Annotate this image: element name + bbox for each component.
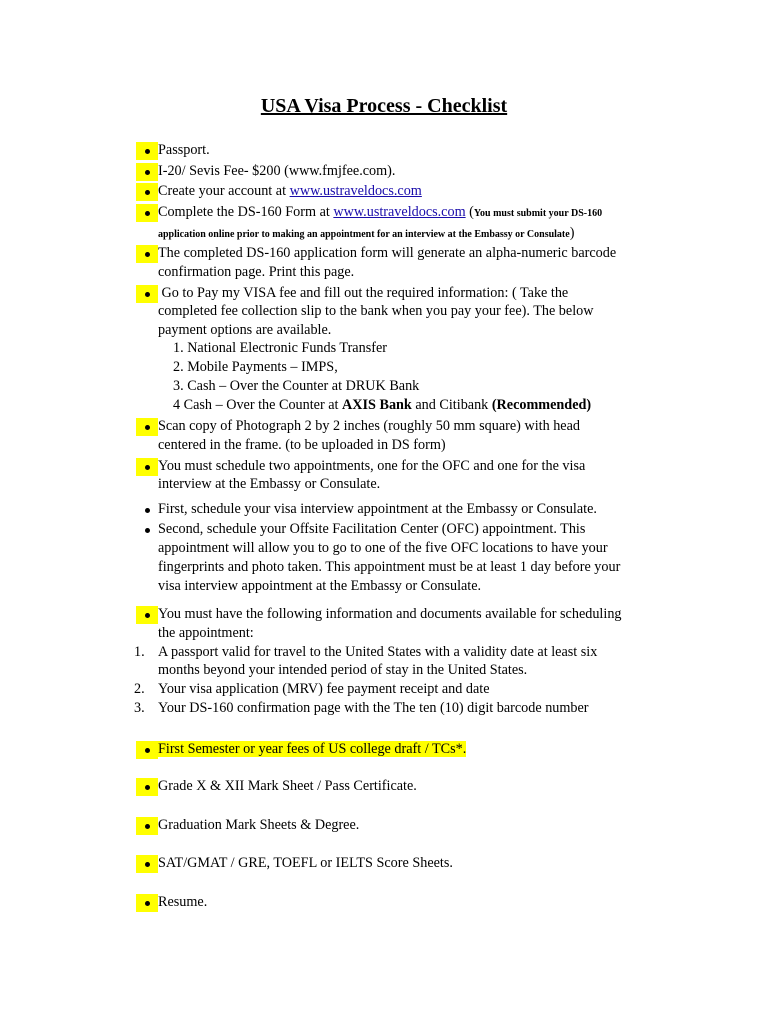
doc-mrv-receipt: Your visa application (MRV) fee payment receipt and date	[158, 681, 490, 697]
ustraveldocs-link[interactable]: www.ustraveldocs.com	[289, 183, 422, 199]
doc-number-1: 1.	[134, 644, 145, 660]
bullet-highlighted	[136, 855, 158, 873]
bullet-highlighted	[136, 606, 158, 624]
item-barcode-line1: The completed DS-160 application form will generate an alpha-numeric barcode	[158, 245, 617, 261]
item-second-line3: fingerprints and photo taken. This appointment must be at least 1 day before your	[158, 559, 621, 575]
item-schedule-line2: interview at the Embassy or Consulate.	[158, 476, 381, 492]
item-photo-line2: centered in the frame. (to be uploaded in DS form)	[158, 437, 446, 453]
ustraveldocs-link-2[interactable]: www.ustraveldocs.com	[333, 204, 466, 220]
bullet-highlighted	[136, 817, 158, 835]
item-info-line2: the appointment:	[158, 625, 254, 641]
doc-passport-line2: months beyond your intended period of stay in the United States.	[158, 662, 528, 678]
bullet-highlighted	[136, 741, 158, 759]
item-passport: Passport.	[158, 142, 210, 158]
item-pay-line1: Go to Pay my VISA fee and fill out the required information: ( Take the	[158, 285, 569, 301]
bullet-highlighted	[136, 245, 158, 263]
pay-option-3: 3. Cash – Over the Counter at DRUK Bank	[173, 378, 420, 394]
create-account-text: Create your account at	[158, 183, 290, 199]
pay-option-1: 1. National Electronic Funds Transfer	[173, 340, 387, 356]
bullet-highlighted	[136, 418, 158, 436]
semester-fees-text: First Semester or year fees of US college draft / TCs*.	[158, 741, 467, 757]
item-pay-line3: payment options are available.	[158, 322, 332, 338]
item-graduation: Graduation Mark Sheets & Degree.	[158, 817, 360, 833]
bullet-highlighted	[136, 894, 158, 912]
item-create-account	[158, 182, 658, 201]
item-info-line1: You must have the following information and documents available for scheduling	[158, 606, 622, 622]
doc-number-3: 3.	[134, 700, 145, 716]
doc-ds160-confirmation: Your DS-160 confirmation page with the The ten (10) digit barcode number	[158, 700, 589, 716]
bullet-highlighted	[136, 163, 158, 181]
item-second-line2: appointment will allow you to go to one of the five OFC locations to have your	[158, 540, 608, 556]
item-second-line4: visa interview appointment at the Embassy or Consulate.	[158, 578, 482, 594]
ds160-note-2: application online prior to making an appointment for an interview at the Embassy or Consulate	[158, 229, 570, 240]
bullet-highlighted	[136, 142, 158, 160]
item-barcode-line2: confirmation page. Print this page.	[158, 264, 355, 280]
pay-option-2: 2. Mobile Payments – IMPS,	[173, 359, 338, 375]
item-semester-fees	[158, 740, 658, 759]
bullet-highlighted	[136, 778, 158, 796]
ds160-text: Complete the DS-160 Form at	[158, 204, 334, 220]
paren-close: )	[569, 225, 575, 241]
item-resume: Resume.	[158, 894, 208, 910]
bullet-highlighted	[136, 285, 158, 303]
ds160-note: You must submit your DS-160	[473, 208, 603, 219]
doc-number-2: 2.	[134, 681, 145, 697]
item-first-schedule: First, schedule your visa interview appointment at the Embassy or Consulate.	[158, 501, 597, 517]
pay-option-4-mid: and Citibank	[411, 397, 492, 413]
item-ds160-note-line2	[158, 224, 708, 245]
bullet-highlighted	[136, 204, 158, 222]
item-second-line1: Second, schedule your Offsite Facilitation Center (OFC) appointment. This	[158, 521, 586, 537]
bullet	[136, 521, 158, 539]
page-title: USA Visa Process - Checklist	[260, 95, 508, 117]
paren-open: (	[465, 204, 474, 220]
item-score-sheets: SAT/GMAT / GRE, TOEFL or IELTS Score Sheets.	[158, 855, 453, 871]
item-photo-line1: Scan copy of Photograph 2 by 2 inches (roughly 50 mm square) with head	[158, 418, 580, 434]
doc-passport-line1: A passport valid for travel to the United States with a validity date at least six	[158, 644, 598, 660]
item-mark-sheet: Grade X & XII Mark Sheet / Pass Certificate.	[158, 778, 417, 794]
bullet-highlighted	[136, 183, 158, 201]
recommended-label: (Recommended)	[491, 397, 592, 413]
item-schedule-line1: You must schedule two appointments, one for the OFC and one for the visa	[158, 458, 586, 474]
axis-bank-label: AXIS Bank	[342, 397, 412, 413]
item-sevis-fee: I-20/ Sevis Fee- $200 (www.fmjfee.com).	[158, 163, 396, 179]
bullet	[136, 501, 158, 519]
item-pay-line2: completed fee collection slip to the bank when you pay your fee). The below	[158, 303, 594, 319]
pay-option-4-text: 4 Cash – Over the Counter at	[173, 397, 343, 413]
bullet-highlighted	[136, 458, 158, 476]
item-ds160	[158, 203, 708, 224]
pay-option-4	[173, 396, 591, 415]
